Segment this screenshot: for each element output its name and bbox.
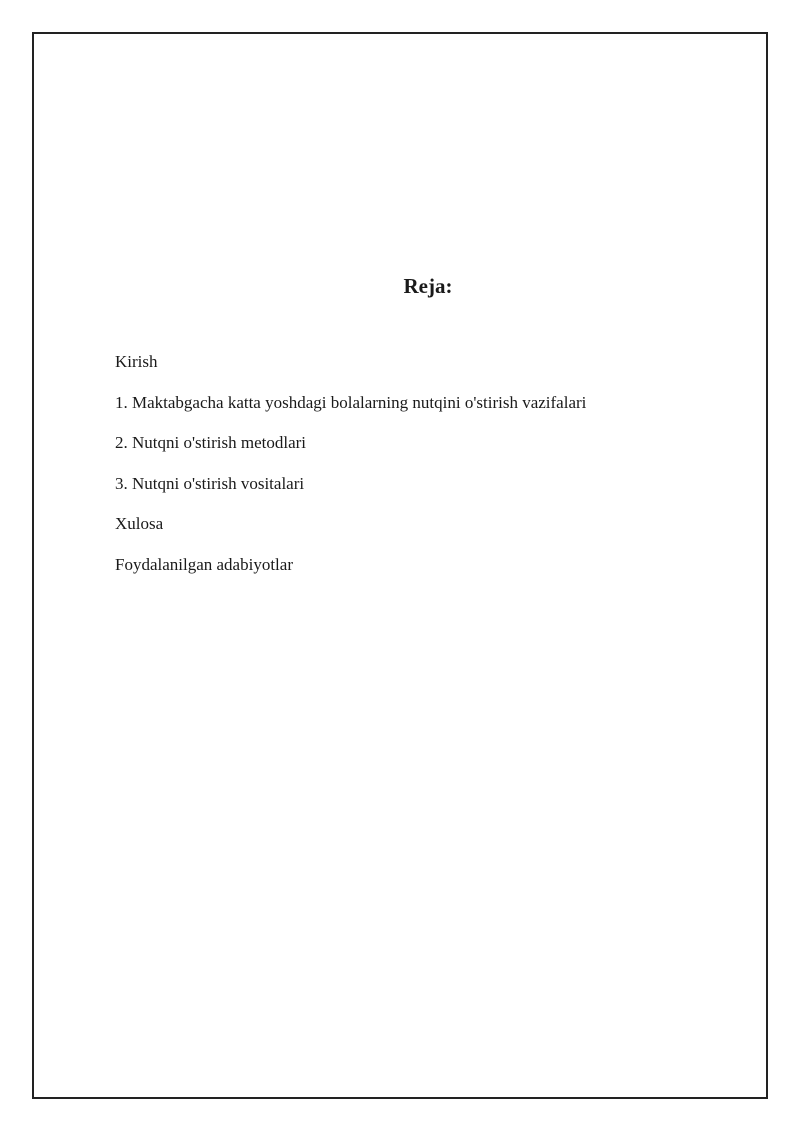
table-of-contents <box>115 350 586 593</box>
toc-item-introduction: Kirish <box>115 352 158 371</box>
page-title: Reja: <box>403 274 453 298</box>
toc-item-3: 3. Nutqni o'stirish vositalari <box>115 473 305 493</box>
toc-item-conclusion: Xulosa <box>115 514 164 533</box>
toc-item-2: 2. Nutqni o'stirish metodlari <box>115 433 306 452</box>
toc-item-1: 1. Maktabgacha katta yoshdagi bolalarning nutqini o'stirish vazifalari <box>115 392 587 412</box>
toc-item-references: Foydalanilgan adabiyotlar <box>115 554 293 574</box>
